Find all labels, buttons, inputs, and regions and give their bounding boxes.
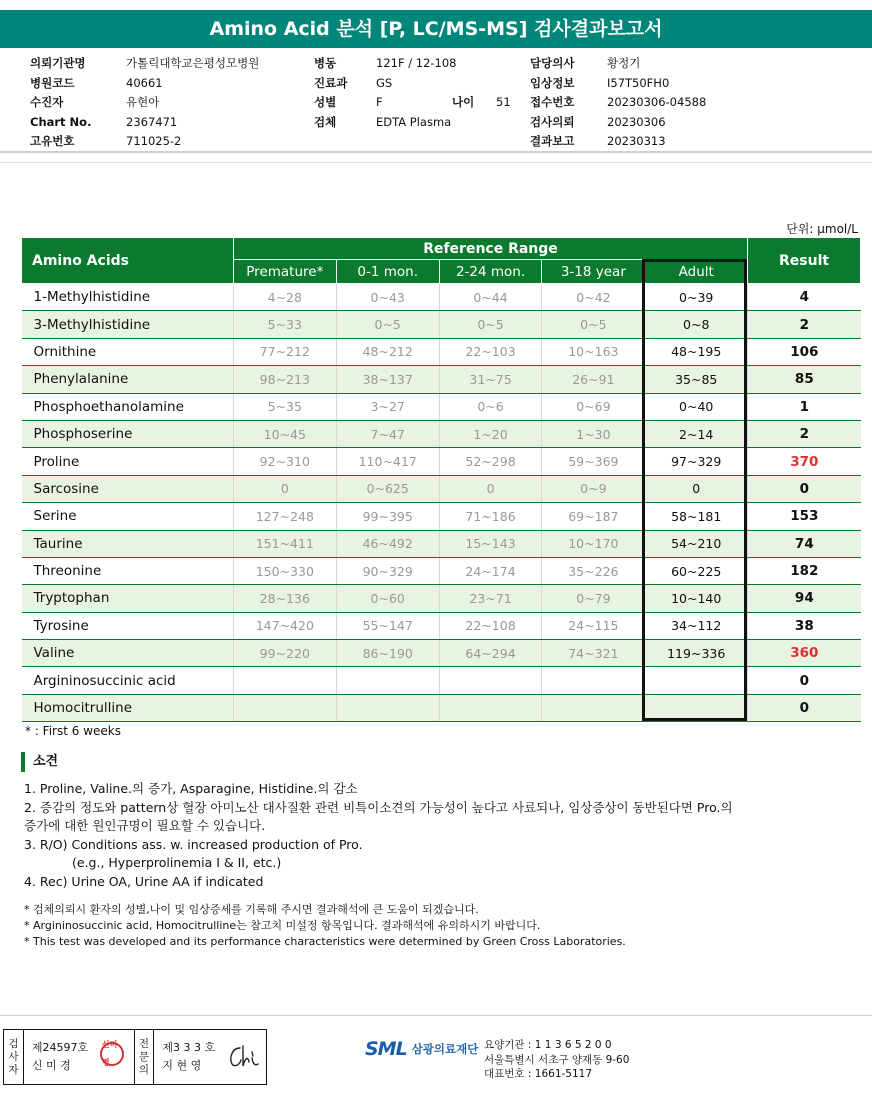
- adult-range-cell: 58~181: [645, 503, 748, 530]
- amino-acid-name: Homocitrulline: [22, 694, 234, 721]
- header-value: EDTA Plasma: [376, 114, 452, 129]
- tester-name: 신 미 경: [31, 1059, 71, 1072]
- amino-acid-table-body: [22, 284, 861, 722]
- column-header-0-1-mon: 0-1 mon.: [336, 260, 439, 284]
- header-row: [314, 113, 511, 133]
- header-row: [30, 113, 259, 133]
- column-header-adult: Adult: [645, 260, 748, 284]
- reference-range-cell: 24~174: [439, 557, 542, 584]
- seal-stamp: 신미경: [100, 1042, 124, 1066]
- reference-range-cell: 147~420: [233, 612, 336, 639]
- header-row: [314, 54, 511, 74]
- reference-range-cell: 92~310: [233, 448, 336, 475]
- header-label: 검체: [314, 114, 337, 129]
- reference-range-cell: 0: [233, 475, 336, 502]
- reference-range-cell: 64~294: [439, 640, 542, 667]
- adult-range-cell: [645, 694, 748, 721]
- result-value: 1: [748, 393, 861, 420]
- table-row: [22, 448, 861, 475]
- table-row: [22, 420, 861, 447]
- adult-range-cell: 54~210: [645, 530, 748, 557]
- doctor-label-char: 문: [138, 1050, 150, 1063]
- reference-range-cell: 7~47: [336, 420, 439, 447]
- reference-range-cell: 0~625: [336, 475, 439, 502]
- table-footnote: * : First 6 weeks: [25, 724, 121, 738]
- reference-range-cell: 90~329: [336, 557, 439, 584]
- lab-info-line: 서울특별시 서초구 양재동 9-60: [484, 1053, 630, 1066]
- header-label: 병원코드: [30, 75, 75, 90]
- result-value: 360: [748, 640, 861, 667]
- adult-range-cell: [645, 667, 748, 694]
- reference-range-cell: 0~6: [439, 393, 542, 420]
- reference-range-cell: 52~298: [439, 448, 542, 475]
- reference-range-cell: 38~137: [336, 366, 439, 393]
- amino-acid-name: Taurine: [22, 530, 234, 557]
- reference-range-cell: 0~43: [336, 284, 439, 311]
- header-row: [530, 93, 706, 113]
- lab-info-line: 대표번호 : 1661-5117: [484, 1068, 593, 1080]
- header-row: [314, 93, 511, 113]
- report-title: Amino Acid 분석 [P, LC/MS-MS] 검사결과보고서: [0, 10, 872, 48]
- header-label: 의뢰기관명: [30, 56, 86, 70]
- reference-range-cell: [233, 667, 336, 694]
- header-value: 711025-2: [126, 134, 182, 148]
- header-row: [30, 132, 259, 152]
- header-label: 검사의뢰: [530, 114, 575, 129]
- tester-license-no: 제24597호: [31, 1041, 89, 1054]
- amino-acid-name: Tryptophan: [22, 585, 234, 612]
- result-value: 106: [748, 338, 861, 365]
- column-header-2-24-mon: 2-24 mon.: [439, 260, 542, 284]
- reference-range-cell: 23~71: [439, 585, 542, 612]
- amino-acid-name: Phosphoethanolamine: [22, 393, 234, 420]
- table-row: [22, 557, 861, 584]
- result-value: 2: [748, 420, 861, 447]
- doctor-name: 지 현 영: [162, 1059, 202, 1072]
- header-value: 20230306-04588: [607, 95, 707, 109]
- table-row: [22, 640, 861, 667]
- header-label: Chart No.: [30, 114, 92, 129]
- tester-label-char: 검: [8, 1037, 19, 1050]
- reference-range-cell: 110~417: [336, 448, 439, 475]
- amino-acid-name: Sarcosine: [22, 475, 234, 502]
- reference-range-cell: [233, 694, 336, 721]
- doctor-cell: [154, 1030, 266, 1084]
- sml-logo-mark: SML: [365, 1038, 407, 1060]
- signature-box: [3, 1029, 267, 1085]
- reference-range-cell: 0~9: [542, 475, 645, 502]
- table-row: [22, 694, 861, 721]
- column-header-3-18-year: 3-18 year: [542, 260, 645, 284]
- header-label: 접수번호: [530, 95, 575, 109]
- table-row: [22, 530, 861, 557]
- header-column-2: [314, 54, 511, 132]
- header-value: I57T50FH0: [607, 75, 670, 90]
- column-header-premature: Premature*: [233, 260, 336, 284]
- table-row: [22, 503, 861, 530]
- reference-range-cell: 4~28: [233, 284, 336, 311]
- findings-line: 1. Proline, Valine.의 증가, Asparagine, Histidine.의 감소: [24, 781, 358, 796]
- amino-acid-name: Phenylalanine: [22, 366, 234, 393]
- header-value: 가톨릭대학교은평성모병원: [126, 56, 260, 70]
- doctor-label-char: 의: [138, 1063, 150, 1076]
- unit-label: 단위: μmol/L: [786, 222, 858, 236]
- adult-range-cell: 48~195: [645, 338, 748, 365]
- result-value: 0: [748, 694, 861, 721]
- amino-acid-name: Tyrosine: [22, 612, 234, 639]
- reference-range-cell: 48~212: [336, 338, 439, 365]
- column-header-reference-range: Reference Range: [233, 238, 747, 260]
- reference-range-cell: 0~79: [542, 585, 645, 612]
- table-row: [22, 366, 861, 393]
- result-value: 38: [748, 612, 861, 639]
- reference-range-cell: 10~163: [542, 338, 645, 365]
- findings-line: 증가에 대한 원인규명이 필요할 수 있습니다.: [24, 818, 266, 834]
- adult-range-cell: 35~85: [645, 366, 748, 393]
- header-row: [530, 113, 706, 133]
- header-row: [30, 93, 259, 113]
- doctor-label-char: 전: [138, 1037, 150, 1050]
- result-value: 74: [748, 530, 861, 557]
- reference-range-cell: [542, 694, 645, 721]
- column-header-amino-acids: Amino Acids: [22, 238, 234, 284]
- adult-range-cell: 60~225: [645, 557, 748, 584]
- reference-range-cell: 1~30: [542, 420, 645, 447]
- tester-label: [4, 1030, 24, 1084]
- amino-acid-name: Valine: [22, 640, 234, 667]
- header-value: 황정기: [607, 56, 641, 70]
- reference-range-cell: 46~492: [336, 530, 439, 557]
- reference-range-cell: 1~20: [439, 420, 542, 447]
- amino-acid-name: Threonine: [22, 557, 234, 584]
- reference-range-cell: 0~5: [542, 311, 645, 338]
- header-label: 수진자: [30, 95, 64, 109]
- header-label: 진료과: [314, 75, 348, 90]
- amino-acid-table: [21, 237, 861, 722]
- adult-range-cell: 34~112: [645, 612, 748, 639]
- reference-range-cell: 0~42: [542, 284, 645, 311]
- result-value: 370: [748, 448, 861, 475]
- findings-line: 4. Rec) Urine OA, Urine AA if indicated: [24, 873, 264, 889]
- findings-line: 3. R/O) Conditions ass. w. increased production of Pro.: [24, 836, 363, 852]
- header-row: [30, 74, 259, 94]
- header-row: [530, 54, 706, 74]
- reference-range-cell: 127~248: [233, 503, 336, 530]
- header-value: GS: [376, 75, 393, 90]
- reference-range-cell: 28~136: [233, 585, 336, 612]
- reference-range-cell: 71~186: [439, 503, 542, 530]
- reference-range-cell: 150~330: [233, 557, 336, 584]
- adult-range-cell: 2~14: [645, 420, 748, 447]
- adult-range-cell: 10~140: [645, 585, 748, 612]
- header-label: 병동: [314, 56, 337, 70]
- reference-range-cell: 69~187: [542, 503, 645, 530]
- header-row: [314, 74, 511, 94]
- reference-range-cell: 5~35: [233, 393, 336, 420]
- reference-range-cell: 0~60: [336, 585, 439, 612]
- footer-divider: [0, 1015, 872, 1016]
- reference-range-cell: 35~226: [542, 557, 645, 584]
- adult-range-cell: 119~336: [645, 640, 748, 667]
- amino-acid-name: Argininosuccinic acid: [22, 667, 234, 694]
- note-line: * Argininosuccinic acid, Homocitrulline는 참고치 미설정 항목입니다. 결과해석에 유의하시기 바랍니다.: [24, 919, 541, 932]
- reference-range-cell: [336, 694, 439, 721]
- header-value: 51: [496, 95, 511, 109]
- tester-cell: [24, 1030, 135, 1084]
- header-column-1: [30, 54, 259, 152]
- amino-acid-name: Proline: [22, 448, 234, 475]
- header-row: [530, 74, 706, 94]
- handwritten-signature: [226, 1042, 260, 1070]
- reference-range-cell: 0~69: [542, 393, 645, 420]
- adult-range-cell: 0~39: [645, 284, 748, 311]
- reference-range-cell: 77~212: [233, 338, 336, 365]
- header-divider-thin: [0, 162, 872, 163]
- reference-range-cell: 151~411: [233, 530, 336, 557]
- reference-range-cell: 0~44: [439, 284, 542, 311]
- column-header-result: Result: [748, 238, 861, 284]
- adult-range-cell: 0: [645, 475, 748, 502]
- adult-range-cell: 0~40: [645, 393, 748, 420]
- reference-range-cell: 10~170: [542, 530, 645, 557]
- table-row: [22, 612, 861, 639]
- reference-range-cell: 0~5: [439, 311, 542, 338]
- reference-range-cell: 26~91: [542, 366, 645, 393]
- result-value: 85: [748, 366, 861, 393]
- amino-acid-name: 1-Methylhistidine: [22, 284, 234, 311]
- reference-range-cell: 22~108: [439, 612, 542, 639]
- reference-range-cell: 5~33: [233, 311, 336, 338]
- reference-range-cell: 86~190: [336, 640, 439, 667]
- table-row: [22, 475, 861, 502]
- reference-range-cell: 55~147: [336, 612, 439, 639]
- table-row: [22, 393, 861, 420]
- reference-range-cell: 98~213: [233, 366, 336, 393]
- findings-text: [24, 780, 733, 892]
- header-value: 유현아: [126, 95, 160, 109]
- note-line: * This test was developed and its performance characteristics were determined by Green Cross Laboratories.: [24, 935, 626, 948]
- lab-name: 삼광의료재단: [411, 1042, 479, 1056]
- result-value: 153: [748, 503, 861, 530]
- reference-range-cell: 10~45: [233, 420, 336, 447]
- lab-info: [484, 1038, 629, 1082]
- header-value: 20230306: [607, 114, 666, 129]
- reference-range-cell: 3~27: [336, 393, 439, 420]
- amino-acid-name: Serine: [22, 503, 234, 530]
- reference-range-cell: 99~395: [336, 503, 439, 530]
- tester-label-char: 자: [8, 1063, 19, 1076]
- findings-line: 2. 증감의 정도와 pattern상 혈장 아미노산 대사질환 관련 비특이소견의 가능성이 높다고 사료되나, 임상증상이 동반된다면 Pro.의: [24, 799, 733, 815]
- findings-heading: 소견: [21, 752, 58, 772]
- header-label: 고유번호: [30, 134, 75, 148]
- header-row: [530, 132, 706, 152]
- header-value: F: [376, 95, 383, 109]
- age-field: [452, 93, 511, 113]
- doctor-label: [135, 1030, 155, 1084]
- table-row: [22, 284, 861, 311]
- header-label: 결과보고: [530, 134, 575, 148]
- reference-range-cell: 99~220: [233, 640, 336, 667]
- amino-acid-name: Ornithine: [22, 338, 234, 365]
- reference-range-cell: 0~5: [336, 311, 439, 338]
- tester-label-char: 사: [8, 1050, 19, 1063]
- result-value: 94: [748, 585, 861, 612]
- findings-line: (e.g., Hyperprolinemia I & II, etc.): [72, 855, 282, 871]
- header-label: 임상정보: [530, 75, 575, 90]
- reference-range-cell: 59~369: [542, 448, 645, 475]
- report-notes: [24, 902, 626, 950]
- doctor-license-no: 제3 3 3 호: [162, 1041, 216, 1054]
- reference-range-cell: 15~143: [439, 530, 542, 557]
- result-value: 0: [748, 667, 861, 694]
- table-row: [22, 338, 861, 365]
- adult-range-cell: 97~329: [645, 448, 748, 475]
- amino-acid-name: 3-Methylhistidine: [22, 311, 234, 338]
- reference-range-cell: [542, 667, 645, 694]
- header-label: 담당의사: [530, 56, 575, 70]
- reference-range-cell: 22~103: [439, 338, 542, 365]
- reference-range-cell: [439, 667, 542, 694]
- result-value: 182: [748, 557, 861, 584]
- result-value: 0: [748, 475, 861, 502]
- lab-logo: [365, 1038, 478, 1060]
- table-row: [22, 311, 861, 338]
- reference-range-cell: 0: [439, 475, 542, 502]
- header-value: 2367471: [126, 114, 178, 129]
- table-row: [22, 667, 861, 694]
- reference-range-cell: 31~75: [439, 366, 542, 393]
- header-value: 20230313: [607, 134, 666, 148]
- header-label: 나이: [452, 95, 475, 109]
- result-value: 2: [748, 311, 861, 338]
- header-column-3: [530, 54, 706, 152]
- reference-range-cell: [336, 667, 439, 694]
- amino-acid-name: Phosphoserine: [22, 420, 234, 447]
- note-line: * 검체의뢰시 환자의 성별,나이 및 임상증세를 기록해 주시면 결과해석에 큰 도움이 되겠습니다.: [24, 903, 479, 916]
- reference-range-cell: 74~321: [542, 640, 645, 667]
- adult-range-cell: 0~8: [645, 311, 748, 338]
- result-value: 4: [748, 284, 861, 311]
- header-label: 성별: [314, 95, 337, 109]
- header-row: [30, 54, 259, 74]
- lab-info-line: 요양기관 : 1 1 3 6 5 2 0 0: [484, 1039, 612, 1051]
- reference-range-cell: 24~115: [542, 612, 645, 639]
- header-value: 40661: [126, 75, 163, 90]
- reference-range-cell: [439, 694, 542, 721]
- header-divider: [0, 151, 872, 153]
- header-value: 121F / 12-108: [376, 56, 457, 70]
- table-row: [22, 585, 861, 612]
